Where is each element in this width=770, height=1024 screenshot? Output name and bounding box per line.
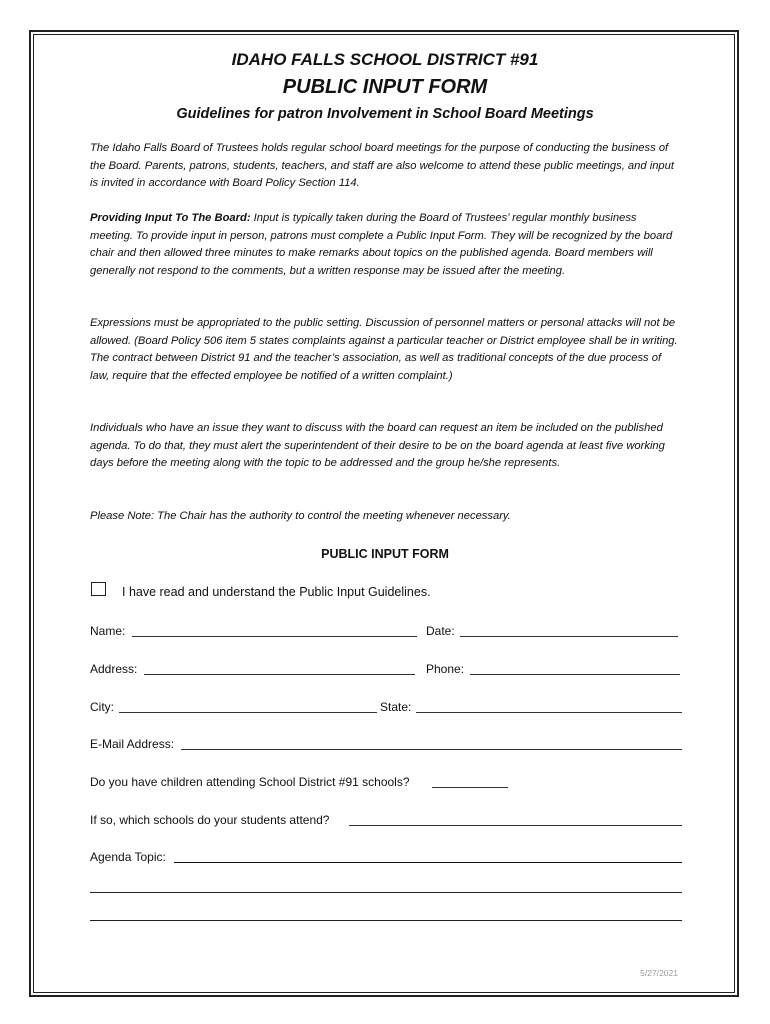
agenda-topic-field[interactable] [174, 862, 682, 863]
city-label: City: [90, 700, 114, 714]
state-field[interactable] [416, 712, 682, 713]
children-field[interactable] [432, 787, 508, 788]
city-field[interactable] [119, 712, 377, 713]
children-row [90, 771, 682, 791]
address-label: Address: [90, 662, 138, 676]
address-phone-row [90, 658, 682, 678]
acknowledge-label: I have read and understand the Public Input Guidelines. [122, 585, 431, 599]
date-field[interactable] [460, 636, 678, 637]
email-field[interactable] [181, 749, 682, 750]
date-label: Date: [426, 624, 455, 638]
schools-row [90, 809, 682, 829]
chair-note: Please Note: The Chair has the authority to control the meeting whenever necessary. [90, 510, 511, 522]
children-label: Do you have children attending School District #91 schools? [90, 775, 410, 789]
guidelines-subtitle: Guidelines for patron Involvement in School Board Meetings [176, 106, 594, 122]
email-row [90, 733, 682, 753]
providing-input-heading: Providing Input To The Board: [90, 212, 251, 224]
agenda-topic-label: Agenda Topic: [90, 850, 166, 864]
acknowledge-checkbox[interactable] [91, 582, 106, 596]
agenda-row [90, 846, 682, 866]
agenda-topic-line-3[interactable] [90, 920, 682, 921]
name-label: Name: [90, 624, 126, 638]
state-label: State: [380, 700, 412, 714]
address-field[interactable] [144, 674, 415, 675]
email-label: E-Mail Address: [90, 737, 175, 751]
name-field[interactable] [132, 636, 417, 637]
form-section-title: PUBLIC INPUT FORM [321, 547, 449, 561]
individuals-paragraph: Individuals who have an issue they want to discuss with the board can request an item be included on the published agenda. To do that, they must alert the superintendent of their desire to be on the board agenda at least five working days before the meeting along with the topic to be addressed and the group he/she represents. [90, 422, 665, 469]
revision-date: 5/27/2021 [640, 968, 678, 978]
agenda-topic-line-2[interactable] [90, 892, 682, 893]
schools-field[interactable] [349, 825, 682, 826]
phone-label: Phone: [426, 662, 465, 676]
expressions-paragraph: Expressions must be appropriated to the public setting. Discussion of personnel matters or personal attacks will not be allowed. (Board Policy 506 item 5 states complaints against a particular teacher or District employee shall be in writing. The contract between District 91 and the teacher’s association, as well as traditional concepts of the due process of law, require that the effected employee be notified of a written complaint.) [90, 317, 678, 382]
phone-field[interactable] [470, 674, 680, 675]
providing-input-paragraph [90, 210, 682, 280]
name-date-row [90, 620, 682, 640]
form-name-title: PUBLIC INPUT FORM [282, 76, 488, 98]
schools-label: If so, which schools do your students attend? [90, 813, 330, 827]
providing-input-text: Input is typically taken during the Board of Trustees’ regular monthly business meeting. To provide input in person, patrons must complete a Public Input Form. They will be recognized by the board chair and then allowed three minutes to make remarks about topics on the published agenda. Board members will generally not respond to the comments, but a written response may be issued after the meeting. [90, 212, 673, 277]
district-title: IDAHO FALLS SCHOOL DISTRICT #91 [231, 50, 539, 69]
intro-paragraph: The Idaho Falls Board of Trustees holds regular school board meetings for the purpose of conducting the business of the Board. Parents, patrons, students, teachers, and staff are also welcome to attend these public meetings, and input is invited in accordance with Board Policy Section 114. [90, 142, 674, 189]
city-state-row [90, 696, 682, 716]
